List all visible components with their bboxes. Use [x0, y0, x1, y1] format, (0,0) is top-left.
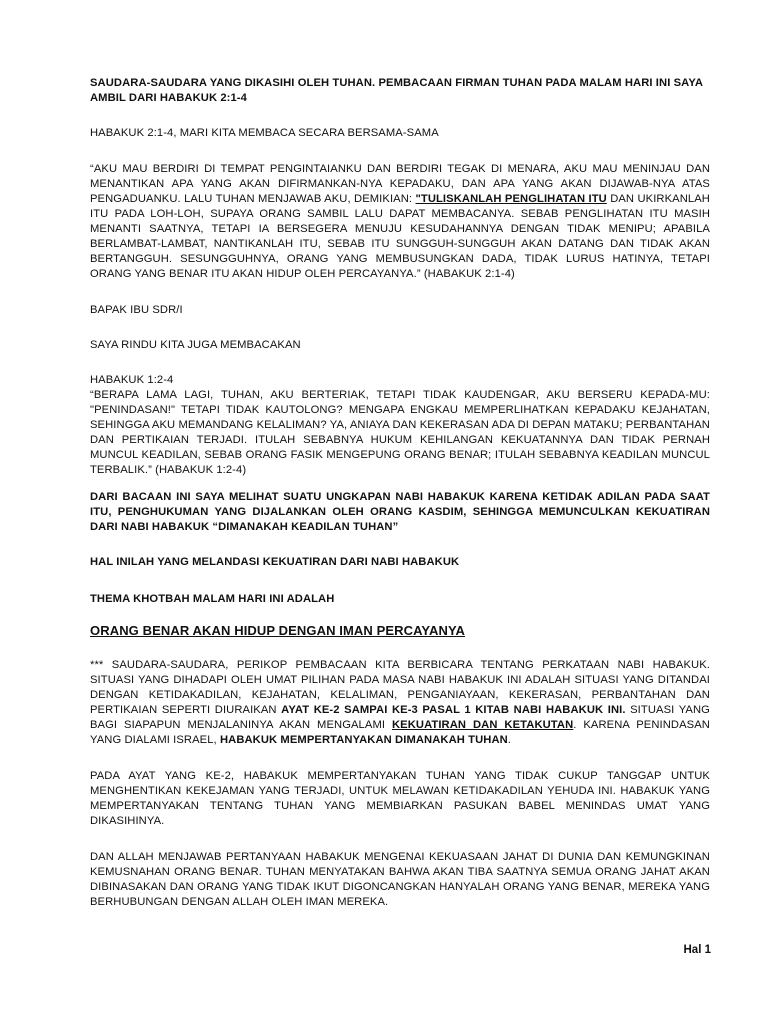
page-number: Hal 1 [683, 944, 711, 956]
body1-bold2: KEKUATIRAN DAN KETAKUTAN [391, 719, 574, 731]
body-paragraph-2: PADA AYAT YANG KE-2, HABAKUK MEMPERTANYAKAN TUHAN YANG TIDAK CUKUP TANGGAP UNTUK MENGHENTIKAN KEKEJAMAN YANG TERJADI, UNTUK MELAWAN KETIDAKADILAN YEHUDA INI. HABAKUK YANG MEMPERTANYAKAN TENTANG TUHAN YANG MEMBIARKAN PASUKAN BABEL MENINDAS UMAT YANG DIKASIHINYA. [90, 770, 710, 827]
quote1-text-after: DAN UKIRKANLAH ITU PADA LOH-LOH, SUPAYA ORANG SAMBIL LALU DAPAT MEMBACANYA. SEBAB PENGLIHATAN ITU MASIH MENANTI SAATNYA, TETAPI IA BERSEGERA MENUJU KESUDAHANNYA DENGAN TIDAK MENIPU; APABILA BERLAMBAT-LAMBAT, NANTIKANLAH ITU, SEBAB ITU SUNGGUH-SUNGGUH AKAN DATANG DAN TIDAK AKAN BERTANGGUH. SESUNGGUHNYA, ORANG YANG MEMBUSUNGKAN DADA, TIDAK LURUS HATINYA, TETAPI ORANG YANG BENAR ITU AKAN HIDUP OLEH PERCAYANYA.” (HABAKUK 2:1-4) [90, 193, 710, 280]
body1-part3: . KARENA PENINDASAN YANG DIALAMI ISRAEL, [90, 719, 710, 746]
body-paragraph-3: DAN ALLAH MENJAWAB PERTANYAAN HABAKUK MENGENAI KEKUASAAN JAHAT DI DUNIA DAN KEMUNGKINAN KEMUSNAHAN ORANG BENAR. TUHAN MENYATAKAN BAHWA AKAN TIBA SAATNYA SEMUA ORANG JAHAT AKAN DIBINASAKAN DAN ORANG YANG TIDAK IKUT DIGONCANGKAN HANYALAH ORANG YANG BENAR, MEREKA YANG BERHUBUNGAN DENGAN ALLAH OLEH IMAN MEREKA. [90, 851, 710, 908]
document-content [90, 76, 710, 910]
scripture-reference-habakuk-1: HABAKUK 1:2-4 [90, 374, 174, 386]
body1-part4: . [507, 734, 512, 746]
body1-part2: SITUASI YANG BAGI SIAPAPUN MENJALANINYA AKAN MENGALAMI [90, 704, 710, 731]
body-paragraph-1 [90, 658, 710, 748]
scripture-quote-habakuk-2 [90, 162, 710, 282]
body1-bold3: HABAKUK MEMPERTANYAKAN DIMANAKAH TUHAN [219, 734, 508, 746]
quote1-text-before: “AKU MAU BERDIRI DI TEMPAT PENGINTAIANKU DAN BERDIRI TEGAK DI MENARA, AKU MAU MENINJAU DAN MENANTIKAN APA YANG AKAN DIFIRMANKAN-NYA KEPADAKU, DAN APA YANG AKAN DIJAWAB-NYA ATAS PENGADUANKU. LALU TUHAN MENJAWAB AKU, DEMIKIAN: [90, 163, 710, 205]
quote1-emphasis: "TULISKANLAH PENGLIHATAN ITU [415, 193, 607, 205]
intro-paragraph: SAUDARA-SAUDARA YANG DIKASIHI OLEH TUHAN. PEMBACAAN FIRMAN TUHAN PADA MALAM HARI INI SAYA AMBIL DARI HABAKUK 2:1-4 [90, 77, 703, 104]
reading-instruction: HABAKUK 2:1-4, MARI KITA MEMBACA SECARA BERSAMA-SAMA [90, 127, 439, 139]
theme-intro-line: THEMA KHOTBAH MALAM HARI INI ADALAH [90, 593, 335, 605]
body1-bold1: AYAT KE-2 SAMPAI KE-3 PASAL 1 KITAB NABI HABAKUK INI. [281, 704, 626, 716]
basis-line: HAL INILAH YANG MELANDASI KEKUATIRAN DARI NABI HABAKUK [90, 556, 460, 568]
scripture-quote-habakuk-1: “BERAPA LAMA LAGI, TUHAN, AKU BERTERIAK, TETAPI TIDAK KAUDENGAR, AKU BERSERU KEPADA-MU: "PENINDASAN!" TETAPI TIDAK KAUTOLONG? MENGAPA ENGKAU MEMPERLIHATKAN KEPADAKU KEJAHATAN, SEHINGGA AKU MEMANDANG KELALIMAN? YA, ANIAYA DAN KEKERASAN ADA DI DEPAN MATAKU; PERBANTAHAN DAN PERTIKAIAN TERJADI. ITULAH SEBABNYA HUKUM KEHILANGAN KEKUATANNYA DAN TIDAK PERNAH MUNCUL KEADILAN, SEBAB ORANG FASIK MENGEPUNG ORANG BENAR; ITULAH SEBABNYA KEADILAN MUNCUL TERBALIK.” (HABAKUK 1:2-4) [90, 389, 710, 476]
observation-paragraph: DARI BACAAN INI SAYA MELIHAT SUATU UNGKAPAN NABI HABAKUK KARENA KETIDAK ADILAN PADA SAAT ITU, PENGHUKUMAN YANG DIJALANKAN OLEH ORANG KASDIM, SEHINGGA MEMUNCULKAN KEKUATIRAN DARI NABI HABAKUK “DIMANAKAH KEADILAN TUHAN” [90, 491, 710, 533]
longing-line: SAYA RINDU KITA JUGA MEMBACAKAN [90, 339, 301, 351]
theme-title: ORANG BENAR AKAN HIDUP DENGAN IMAN PERCAYANYA [90, 623, 466, 638]
greeting-line: BAPAK IBU SDR/I [90, 304, 183, 316]
body1-part1: *** SAUDARA-SAUDARA, PERIKOP PEMBACAAN KITA BERBICARA TENTANG PERKATAAN NABI HABAKUK. SITUASI YANG DIHADAPI OLEH UMAT PILIHAN PADA MASA NABI HABAKUK INI ADALAH SITUASI YANG DITANDAI DENGAN KETIDAKADILAN, KEJAHATAN, KELALIMAN, PENGANIAYAAN, KEKERASAN, PERBANTAHAN DAN PERTIKAIAN SEPERTI DIURAIKAN [90, 659, 710, 716]
